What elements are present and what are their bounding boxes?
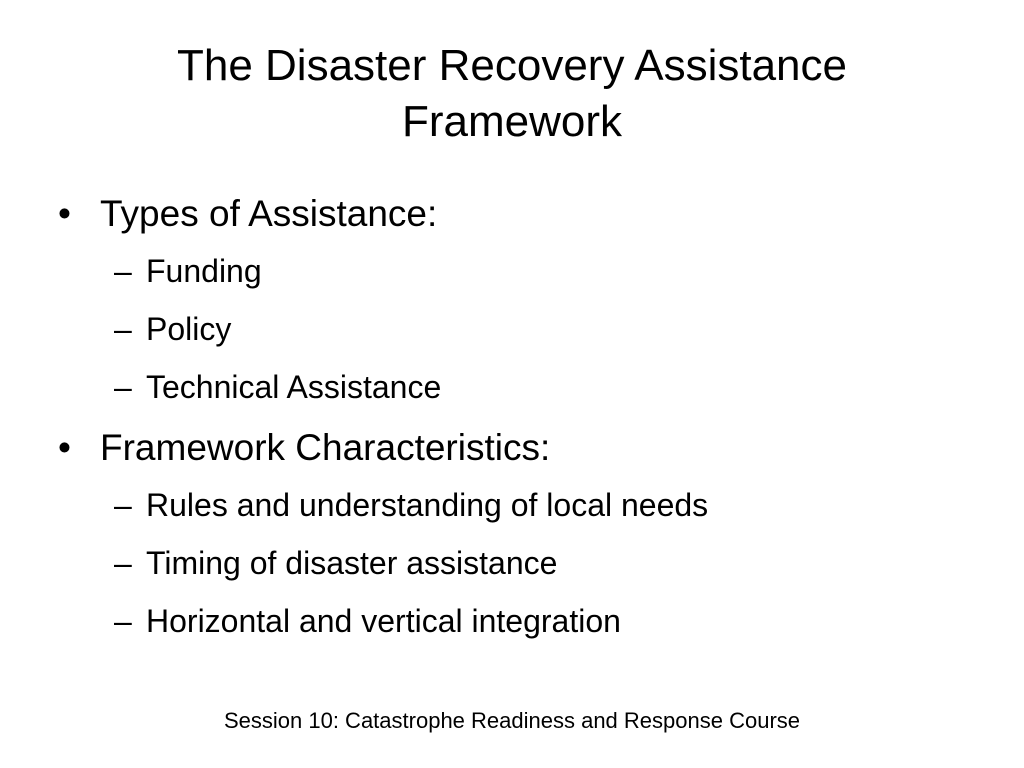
bullet-text: Framework Characteristics: [100, 427, 551, 468]
sub-item-technical-assistance [58, 358, 968, 416]
sub-list-framework-characteristics [58, 476, 968, 650]
sub-item-rules-local-needs [58, 476, 968, 534]
sub-item-text: Policy [146, 311, 232, 347]
bullet-text: Types of Assistance: [100, 193, 438, 234]
dash-icon: – [114, 545, 132, 581]
bullet-icon: • [58, 427, 71, 468]
sub-item-timing-assistance [58, 534, 968, 592]
sub-list-container [58, 476, 968, 650]
bullet-framework-characteristics [58, 420, 968, 476]
slide-title-line-1: The Disaster Recovery Assistance [176, 41, 848, 90]
dash-icon: – [114, 253, 132, 289]
sub-item-text: Rules and understanding of local needs [146, 487, 709, 523]
slide-title [60, 38, 964, 150]
sub-item-text: Horizontal and vertical integration [146, 603, 621, 639]
sub-item-text: Funding [146, 253, 262, 289]
dash-icon: – [114, 369, 132, 405]
dash-icon: – [114, 487, 132, 523]
sub-item-text: Technical Assistance [146, 369, 442, 405]
sub-item-text: Timing of disaster assistance [146, 545, 558, 581]
sub-list-container [58, 242, 968, 416]
sub-list-types-of-assistance [58, 242, 968, 416]
footer-text: Session 10: Catastrophe Readiness and Response Course [223, 708, 801, 733]
bullet-icon: • [58, 193, 71, 234]
dash-icon: – [114, 603, 132, 639]
slide-content [58, 186, 968, 654]
slide-footer [0, 706, 1024, 736]
sub-item-funding [58, 242, 968, 300]
slide-title-line-2: Framework [401, 97, 623, 146]
sub-item-policy [58, 300, 968, 358]
dash-icon: – [114, 311, 132, 347]
bullet-types-of-assistance [58, 186, 968, 242]
sub-item-integration [58, 592, 968, 650]
